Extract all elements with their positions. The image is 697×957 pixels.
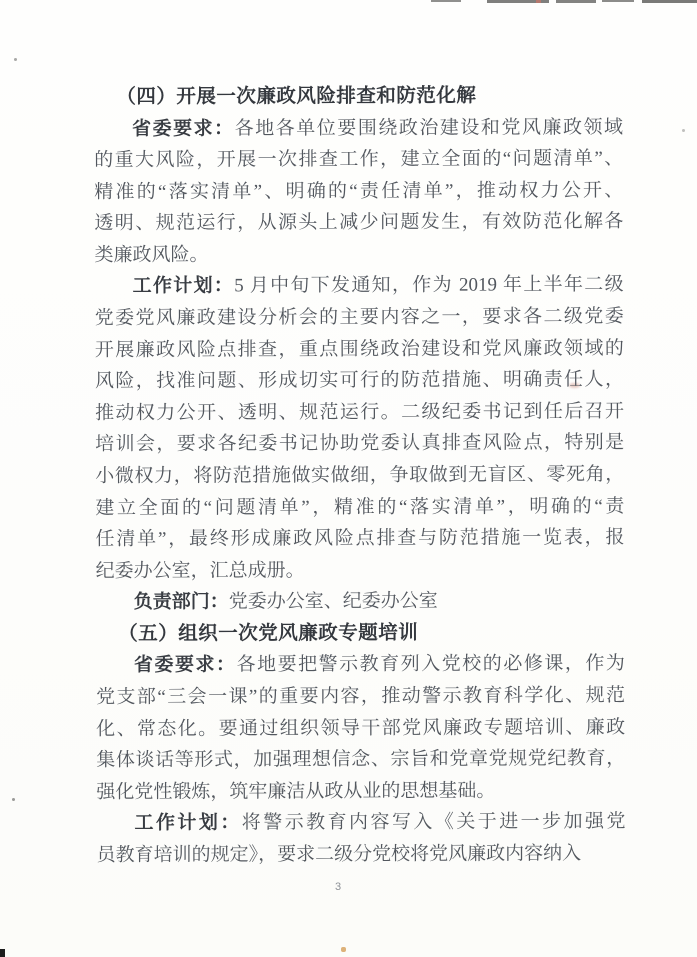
text-line: 风险，找准问题、形成切实可行的防范措施、明确责任人，: [94, 369, 624, 393]
run-in-label: 工作计划：: [134, 812, 242, 835]
scan-artifact: [12, 798, 15, 801]
text-line: 省委要求：各地要把警示教育列入党校的必修课，作为: [133, 653, 625, 677]
text-line: 小微权力，将防范措施做实做细，争取做到无盲区、零死角，: [95, 464, 625, 487]
text-line: 省委要求：各地各单位要围绕政治建设和党风廉政领域: [132, 116, 624, 140]
run-in-label: 省委要求：: [133, 654, 237, 677]
text-line: 开展廉政风险点排查，重点围绕政治建设和党风廉政领域的: [94, 337, 624, 361]
scan-artifact: [602, 0, 634, 2]
page-number: 3: [334, 881, 342, 893]
scan-artifact: [14, 58, 17, 61]
scan-artifact: [341, 947, 346, 952]
text-line: 纪委办公室，汇总成册。: [95, 559, 305, 582]
text-line: 的重大风险，开展一次排查工作，建立全面的“问题清单”、: [94, 148, 624, 172]
scan-artifact: [0, 949, 5, 957]
text-line: 党支部“三会一课”的重要内容，推动警示教育科学化、规范: [96, 685, 626, 708]
document-body: [94, 80, 626, 871]
text-line: 工作计划：将警示教育内容写入《关于进一步加强党: [134, 811, 626, 835]
text-line: 化、常态化。要通过组织领导干部党风廉政专题培训、廉政: [96, 716, 626, 740]
scan-artifact: [536, 0, 541, 3]
text-line: 精准的“落实清单”、明确的“责任清单”，推动权力公开、: [94, 179, 624, 203]
scan-artifact: [682, 129, 685, 132]
text-line: 工作计划：5 月中旬下发通知，作为 2019 年上半年二级: [132, 274, 624, 298]
text-line: 建立全面的“问题清单”，精准的“落实清单”，明确的“责: [95, 495, 625, 519]
text-line: 任清单”，最终形成廉政风险点排查与防范措施一览表，报: [95, 527, 625, 551]
scan-artifact: [556, 0, 596, 3]
section-heading: （五）组织一次党风廉政专题培训: [118, 621, 419, 645]
text-line: 推动权力公开、透明、规范运行。二级纪委书记到任后召开: [95, 400, 625, 424]
run-in-label: 负责部门：: [133, 591, 229, 614]
run-in-label: 工作计划：: [132, 275, 235, 298]
run-in-label: 省委要求：: [132, 118, 235, 140]
section-heading: （四）开展一次廉政风险排查和防范化解: [116, 84, 477, 108]
scan-artifact: [431, 0, 461, 2]
text-line: 集体谈话等形式，加强理想信念、宗旨和党章党规党纪教育，: [96, 748, 626, 772]
text-line: 培训会，要求各纪委书记协助党委认真排查风险点，特别是: [95, 432, 625, 456]
text-line: 党委党风廉政建设分析会的主要内容之一，要求各二级党委: [94, 306, 624, 329]
text-line: 员教育培训的规定》，要求二级分党校将党风廉政内容纳入: [96, 843, 582, 866]
text-line: 强化党性锻炼，筑牢廉洁从政从业的思想基础。: [96, 780, 496, 803]
text-line: 类廉政风险。: [94, 244, 209, 266]
text-line: 负责部门：党委办公室、纪委办公室: [133, 590, 438, 614]
text-line: 透明、规范运行，从源头上减少问题发生，有效防范化解各: [94, 211, 624, 235]
scan-artifact: [642, 0, 697, 3]
